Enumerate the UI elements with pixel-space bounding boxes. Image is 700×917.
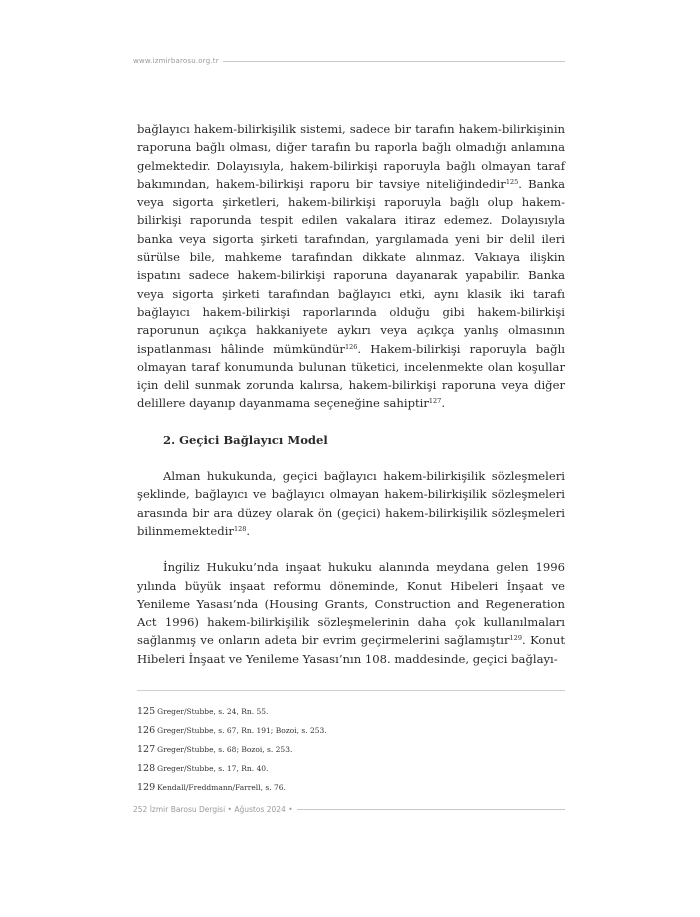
footnote-number: 126 bbox=[137, 725, 156, 736]
footnote-number: 127 bbox=[137, 744, 156, 755]
footnote-128 bbox=[137, 759, 565, 778]
footnote-text: Greger/Stubbe, s. 67, Rn. 191; Bozoi, s. 253. bbox=[157, 726, 327, 735]
footnote-129 bbox=[137, 778, 565, 797]
footnote-text: Greger/Stubbe, s. 24, Rn. 55. bbox=[157, 707, 269, 716]
paragraph-3b-text: . Konut Hibeleri İnşaat ve Yenileme Yasası’nın 108. maddesinde, geçici bağlayı- bbox=[137, 633, 565, 666]
footer-label: 252 İzmir Barosu Dergisi • Ağustos 2024 • bbox=[133, 804, 293, 814]
footnote-ref-129[interactable]: 129 bbox=[509, 634, 522, 643]
footnote-rule bbox=[137, 690, 565, 691]
page-header bbox=[133, 55, 565, 67]
header-rule bbox=[223, 61, 565, 62]
footnote-number: 125 bbox=[137, 706, 156, 717]
footnote-ref-126[interactable]: 126 bbox=[344, 342, 358, 351]
paragraph-3-text: İngiliz Hukuku’nda inşaat hukuku alanında meydana gelen 1996 yılında büyük inşaat reformu döneminde, Konut Hibeleri İnşaat ve Yenileme Yasası’nda (Housing Grants, Construction and Regeneration Act 1996) hakem-bilirkişilik sözleşmelerinin daha çok kullanılmaları sağlanmış ve onların adeta bir evrim geçirmelerini sağlamıştır bbox=[137, 560, 565, 648]
footnote-number: 128 bbox=[137, 763, 156, 774]
footnote-ref-128[interactable]: 128 bbox=[233, 524, 247, 533]
footnote-text: Greger/Stubbe, s. 17, Rn. 40. bbox=[157, 764, 269, 773]
page-footer bbox=[133, 803, 565, 815]
paragraph-1 bbox=[137, 120, 565, 413]
body-text bbox=[137, 120, 565, 668]
footnote-ref-125[interactable]: 125 bbox=[505, 177, 519, 186]
paragraph-3 bbox=[137, 558, 565, 668]
section-heading: 2. Geçici Bağlayıcı Model bbox=[163, 432, 328, 447]
paragraph-1-text: bağlayıcı hakem-bilirkişilik sistemi, sadece bir tarafın hakem-bilirkişinin raporuna bağlı olması, diğer tarafın bu raporla bağlı olmadığı anlamına gelmektedir. Dolayısıyla, hakem-bilirkişi raporuyla bağlı olmayan taraf bakımından, hakem-bilirkişi raporu bir tavsiye niteliğindedir bbox=[137, 122, 565, 191]
paragraph-1d-text: . bbox=[441, 396, 446, 411]
footer-rule bbox=[297, 809, 565, 810]
footnote-127 bbox=[137, 740, 565, 759]
footnote-text: Greger/Stubbe, s. 68; Bozoi, s. 253. bbox=[157, 745, 293, 754]
paragraph-1b-text: . Banka veya sigorta şirketleri, hakem-bilirkişi raporuyla bağlı olup hakem-bilirkişi raporunda tespit edilen vakalara itiraz edemez. Dolayısıyla banka veya sigorta şirketi tarafından, yargılamada yeni bir delil ileri sürülse bile, mahkeme tarafından dikkate alınmaz. Vakıaya ilişkin ispatını sadece hakem-bilirkişi raporuna dayanarak yapabilir. Banka veya sigorta şirketi tarafından bağlayıcı etki, aynı klasik iki tarafı bağlayıcı hakem-bilirkişi raporlarında olduğu gibi hakem-bilirkişi raporunun açıkça hakkaniyete aykırı veya açıkça yanlış olmasının ispatlanması hâlinde mümkündür bbox=[137, 176, 565, 356]
footnote-number: 129 bbox=[137, 782, 156, 793]
paragraph-1c-text: . Hakem-bilirkişi raporuyla bağlı olmayan taraf konumunda bulunan tüketici, incelenmekte olan koşullar için delil sunmak zorunda kalırsa, hakem-bilirkişi raporuna veya diğer delillere dayanıp dayanmama seçeneğine sahiptir bbox=[137, 341, 565, 411]
footnote-text: Kendall/Freddmann/Farrell, s. 76. bbox=[157, 783, 286, 792]
paragraph-2 bbox=[137, 467, 565, 540]
footnote-ref-127[interactable]: 127 bbox=[428, 397, 442, 406]
footnote-126 bbox=[137, 721, 565, 740]
footnotes bbox=[137, 702, 565, 797]
footnote-125 bbox=[137, 702, 565, 721]
header-url: www.izmirbarosu.org.tr bbox=[133, 57, 219, 65]
paragraph-2-text: Alman hukukunda, geçici bağlayıcı hakem-bilirkişilik sözleşmeleri şeklinde, bağlayıcı ve bağlayıcı olmayan hakem-bilirkişilik sözleşmeleri arasında bir ara düzey olarak ön (geçici) hakem-bilirkişilik sözleşmeleri bilinmemektedir bbox=[137, 469, 565, 538]
paragraph-2b-text: . bbox=[246, 523, 251, 538]
